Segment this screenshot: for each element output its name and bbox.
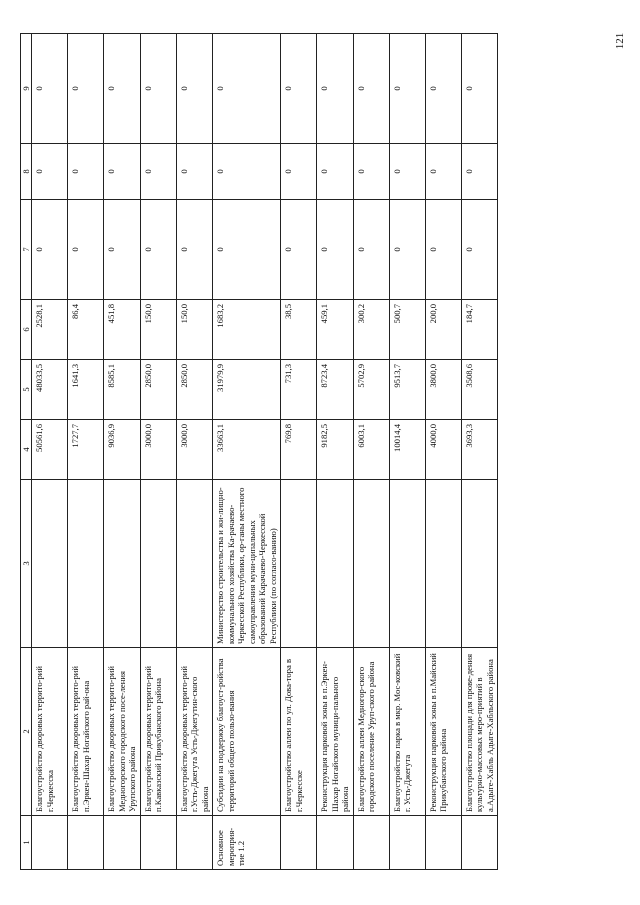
table-cell-6: 184,7 (461, 300, 497, 360)
table-cell-7: 0 (317, 200, 353, 300)
table-cell-8: 0 (68, 144, 104, 200)
table-cell-3 (281, 480, 317, 648)
table-cell-1 (176, 816, 212, 870)
table-cell-5: 2850,0 (140, 360, 176, 420)
table-cell-3 (389, 480, 425, 648)
table-cell-6: 451,8 (104, 300, 140, 360)
table-cell-1 (389, 816, 425, 870)
table-cell-3 (104, 480, 140, 648)
data-table (20, 33, 498, 870)
table-cell-7: 0 (353, 200, 389, 300)
header-row (21, 34, 32, 870)
rotated-page (20, 34, 592, 870)
table-cell-8: 0 (104, 144, 140, 200)
table-cell-8: 0 (317, 144, 353, 200)
table-cell-1 (281, 816, 317, 870)
page-number: 121 (614, 32, 626, 50)
table-cell-3 (140, 480, 176, 648)
table-cell-2: Благоустройство дворовых террито-рий г.Черкесска (32, 648, 68, 816)
table-cell-3 (317, 480, 353, 648)
table-cell-1 (425, 816, 461, 870)
table-cell-3 (353, 480, 389, 648)
table-cell-4: 9182,5 (317, 420, 353, 480)
table-cell-8: 0 (213, 144, 281, 200)
table-row (461, 34, 497, 870)
table-cell-4: 4000,0 (425, 420, 461, 480)
table-cell-4: 1727,7 (68, 420, 104, 480)
table-cell-2: Благоустройство дворовых террито-рий г.Усть-Джегута Усть-Джегутин-ского района (176, 648, 212, 816)
table-cell-6: 86,4 (68, 300, 104, 360)
table-cell-9: 0 (176, 34, 212, 144)
table-cell-8: 0 (353, 144, 389, 200)
table-cell-8: 0 (176, 144, 212, 200)
table-cell-8: 0 (461, 144, 497, 200)
table-cell-9: 0 (389, 34, 425, 144)
table-cell-8: 0 (281, 144, 317, 200)
header-col-8: 8 (21, 144, 32, 200)
table-cell-5: 8585,1 (104, 360, 140, 420)
table-row (140, 34, 176, 870)
table-row (353, 34, 389, 870)
header-col-1: 1 (21, 816, 32, 870)
table-cell-7: 0 (281, 200, 317, 300)
table-cell-1 (317, 816, 353, 870)
table-cell-7: 0 (425, 200, 461, 300)
table-row (176, 34, 212, 870)
table-row (425, 34, 461, 870)
table-cell-4: 33663,1 (213, 420, 281, 480)
table-cell-9: 0 (140, 34, 176, 144)
table-cell-9: 0 (461, 34, 497, 144)
table-cell-2: Реконструкция парковой зоны в п.Эркен-Шахар Ногайского муници-пального района (317, 648, 353, 816)
table-cell-2: Благоустройство дворовых террито-рий Медногорского городского посе-ления Урупского района (104, 648, 140, 816)
table-cell-5: 9513,7 (389, 360, 425, 420)
table-cell-5: 731,3 (281, 360, 317, 420)
table-cell-9: 0 (317, 34, 353, 144)
table-cell-3 (68, 480, 104, 648)
table-cell-7: 0 (140, 200, 176, 300)
table-cell-9: 0 (281, 34, 317, 144)
table-cell-6: 200,0 (425, 300, 461, 360)
table-cell-9: 0 (213, 34, 281, 144)
table-cell-8: 0 (140, 144, 176, 200)
table-cell-6: 500,7 (389, 300, 425, 360)
header-col-4: 4 (21, 420, 32, 480)
table-cell-9: 0 (68, 34, 104, 144)
table-cell-4: 10014,4 (389, 420, 425, 480)
table-cell-3 (425, 480, 461, 648)
table-cell-4: 3693,3 (461, 420, 497, 480)
table-cell-9: 0 (32, 34, 68, 144)
table-cell-7: 0 (176, 200, 212, 300)
table-cell-1 (140, 816, 176, 870)
table-cell-4: 3000,0 (140, 420, 176, 480)
table-cell-2: Благоустройство аллеи по ул. Дова-тора в г.Черкесске (281, 648, 317, 816)
table-cell-5: 3800,0 (425, 360, 461, 420)
table-cell-3: Министерство строительства и жи-лищно-коммунального хозяйства Ка-рачаево-Черкесской Республики, ор-ганы местного самоуправления муни-ципальных образований Карачаево-Черкесской Республики (по согласо-ванию) (213, 480, 281, 648)
table-cell-3 (32, 480, 68, 648)
table-cell-6: 459,1 (317, 300, 353, 360)
header-col-2: 2 (21, 648, 32, 816)
table-row (104, 34, 140, 870)
table-cell-4: 6003,1 (353, 420, 389, 480)
table-cell-1 (104, 816, 140, 870)
table-cell-2: Благоустройство парка в мкр. Мос-ковский г. Усть-Джегута (389, 648, 425, 816)
table-cell-1 (353, 816, 389, 870)
table-cell-4: 50561,6 (32, 420, 68, 480)
table-cell-1: Основное мероприя-тие 1.2 (213, 816, 281, 870)
table-cell-7: 0 (104, 200, 140, 300)
table-cell-7: 0 (461, 200, 497, 300)
table-row (68, 34, 104, 870)
table-row (213, 34, 281, 870)
table-cell-9: 0 (353, 34, 389, 144)
table-cell-2: Благоустройство аллеи Медногор-ского городского поселение Уруп-ского района (353, 648, 389, 816)
table-cell-6: 2528,1 (32, 300, 68, 360)
table-cell-7: 0 (213, 200, 281, 300)
table-cell-4: 3000,0 (176, 420, 212, 480)
table-cell-9: 0 (425, 34, 461, 144)
table-cell-7: 0 (389, 200, 425, 300)
table-cell-5: 31979,9 (213, 360, 281, 420)
table-cell-2: Благоустройство дворовых террито-рий п.Кавказский Прикубанского района (140, 648, 176, 816)
table-cell-5: 2850,0 (176, 360, 212, 420)
table-cell-4: 769,8 (281, 420, 317, 480)
table-cell-6: 1683,2 (213, 300, 281, 360)
header-col-6: 6 (21, 300, 32, 360)
table-cell-1 (32, 816, 68, 870)
table-cell-8: 0 (389, 144, 425, 200)
table-cell-6: 300,2 (353, 300, 389, 360)
table-cell-8: 0 (425, 144, 461, 200)
header-col-5: 5 (21, 360, 32, 420)
table-cell-5: 8723,4 (317, 360, 353, 420)
table-cell-2: Субсидии на поддержку благоуст-ройства территорий общего пользо-вания (213, 648, 281, 816)
table-row (389, 34, 425, 870)
table-cell-7: 0 (68, 200, 104, 300)
table-cell-1 (461, 816, 497, 870)
table-cell-9: 0 (104, 34, 140, 144)
header-col-3: 3 (21, 480, 32, 648)
header-col-7: 7 (21, 200, 32, 300)
table-row (32, 34, 68, 870)
table-cell-1 (68, 816, 104, 870)
table-row (281, 34, 317, 870)
table-cell-2: Благоустройство площади для прове-дения культурно-массовых меро-приятий в а.Адыге-Хабль Адыге-Хабльского района (461, 648, 497, 816)
table-cell-5: 1641,3 (68, 360, 104, 420)
table-cell-2: Благоустройство дворовых террито-рий п.Эркен-Шахар Ногайского рай-она (68, 648, 104, 816)
table-cell-3 (176, 480, 212, 648)
table-cell-2: Реконструкция парковой зоны в п.Майский Прикубанского района (425, 648, 461, 816)
table-cell-8: 0 (32, 144, 68, 200)
table-cell-6: 150,0 (140, 300, 176, 360)
table-cell-6: 38,5 (281, 300, 317, 360)
table-cell-5: 5702,9 (353, 360, 389, 420)
table-row (317, 34, 353, 870)
header-col-9: 9 (21, 34, 32, 144)
table-cell-4: 9036,9 (104, 420, 140, 480)
table-cell-5: 3508,6 (461, 360, 497, 420)
table-cell-7: 0 (32, 200, 68, 300)
table-cell-6: 150,0 (176, 300, 212, 360)
table-cell-3 (461, 480, 497, 648)
table-cell-5: 48033,5 (32, 360, 68, 420)
